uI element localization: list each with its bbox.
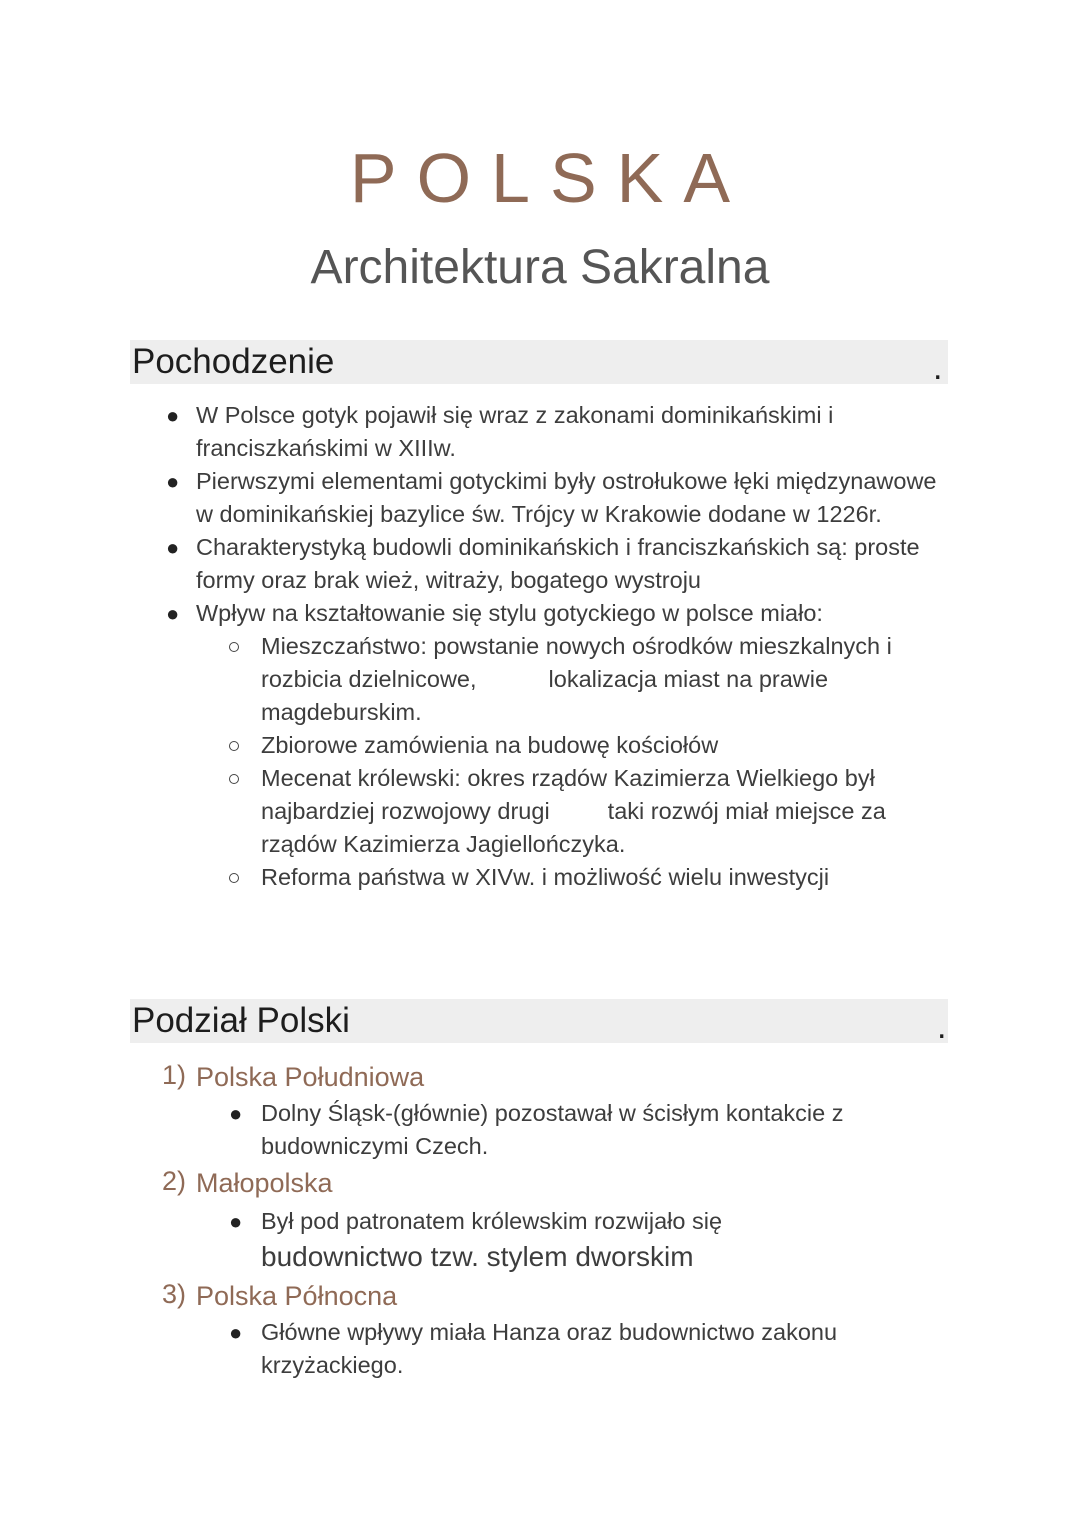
bullet-icon: ● — [229, 1209, 243, 1234]
list-item — [0, 531, 956, 597]
bullet-icon: ● — [229, 1101, 243, 1126]
list-item — [0, 1205, 951, 1276]
item-number: 1) — [162, 1060, 187, 1090]
region-name: Polska Południowa — [196, 1062, 425, 1092]
sub-list-item-text: Zbiorowe zamówienia na budowę kościołów — [261, 732, 719, 758]
circle-bullet-icon — [229, 642, 239, 652]
section-heading-dot: . — [933, 349, 943, 387]
sub-list-item — [0, 729, 951, 762]
list-item-text: budownictwo tzw. stylem dworskim — [261, 1241, 694, 1272]
numbered-item — [0, 1059, 1080, 1095]
bullet-icon: ● — [166, 601, 180, 626]
sub-list-item-text: taki rozwój miał miejsce za rządów Kazimierza Jagiellończyka. — [261, 798, 886, 857]
sub-list-item — [0, 630, 951, 729]
list-item-text: W Polsce gotyk pojawił się wraz z zakonami dominikańskimi i franciszkańskimi w XIIIw. — [196, 402, 834, 461]
section-body — [0, 1059, 1080, 1382]
list-item — [0, 1316, 951, 1382]
section-heading: Podział Polski — [132, 1001, 350, 1040]
section-heading: Pochodzenie — [132, 342, 335, 381]
item-number: 2) — [162, 1166, 187, 1196]
numbered-item — [0, 1278, 1080, 1314]
sub-list-item-text: Mieszczaństwo: powstanie nowych ośrodków mieszkalnych i rozbicia dzielnicowe, — [261, 633, 892, 692]
circle-bullet-icon — [229, 741, 239, 751]
sub-list-item-text: Mecenat królewski: okres rządów Kazimierza Wielkiego był najbardziej rozwojowy drugi — [261, 765, 875, 824]
bullet-icon: ● — [166, 535, 180, 560]
bullet-icon: ● — [166, 403, 180, 428]
list-item-text: Charakterystyką budowli dominikańskich i franciszkańskich są: proste formy oraz brak wież, witraży, bogatego wystroju — [196, 534, 920, 593]
list-item-text: Był pod patronatem królewskim rozwijało się — [261, 1208, 723, 1234]
sub-list-item — [0, 762, 951, 861]
section-heading-dot: . — [937, 1008, 947, 1046]
page-title: POLSKA — [349, 139, 751, 217]
list-item — [0, 597, 956, 630]
region-name: Małopolska — [196, 1168, 333, 1198]
item-number: 3) — [162, 1279, 187, 1309]
list-item — [0, 399, 956, 465]
list-item-text: Główne wpływy miała Hanza oraz budownictwo zakonu krzyżackiego. — [261, 1319, 838, 1378]
sub-list-item-text: Reforma państwa w XIVw. i możliwość wielu inwestycji — [261, 864, 830, 890]
section-body — [0, 399, 1080, 894]
sub-list-item — [0, 861, 951, 894]
bullet-icon: ● — [229, 1320, 243, 1345]
circle-bullet-icon — [229, 873, 239, 883]
bullet-icon: ● — [166, 469, 180, 494]
list-item-text: Pierwszymi elementami gotyckimi były ostrołukowe łęki międzynawowe w dominikańskiej bazylice św. Trójcy w Krakowie dodane w 1226r. — [196, 468, 937, 527]
list-item — [0, 465, 956, 531]
page-subtitle: Architektura Sakralna — [310, 241, 770, 294]
list-item-text: Dolny Śląsk-(głównie) pozostawał w ścisłym kontakcie z budowniczymi Czech. — [261, 1100, 844, 1159]
list-item — [0, 1097, 951, 1163]
sub-list-item-text: lokalizacja miast na prawie magdeburskim. — [261, 666, 829, 725]
circle-bullet-icon — [229, 774, 239, 784]
list-item-text: Wpływ na kształtowanie się stylu gotyckiego w polsce miało: — [196, 600, 823, 626]
region-name: Polska Północna — [196, 1281, 398, 1311]
numbered-item — [0, 1165, 1080, 1201]
